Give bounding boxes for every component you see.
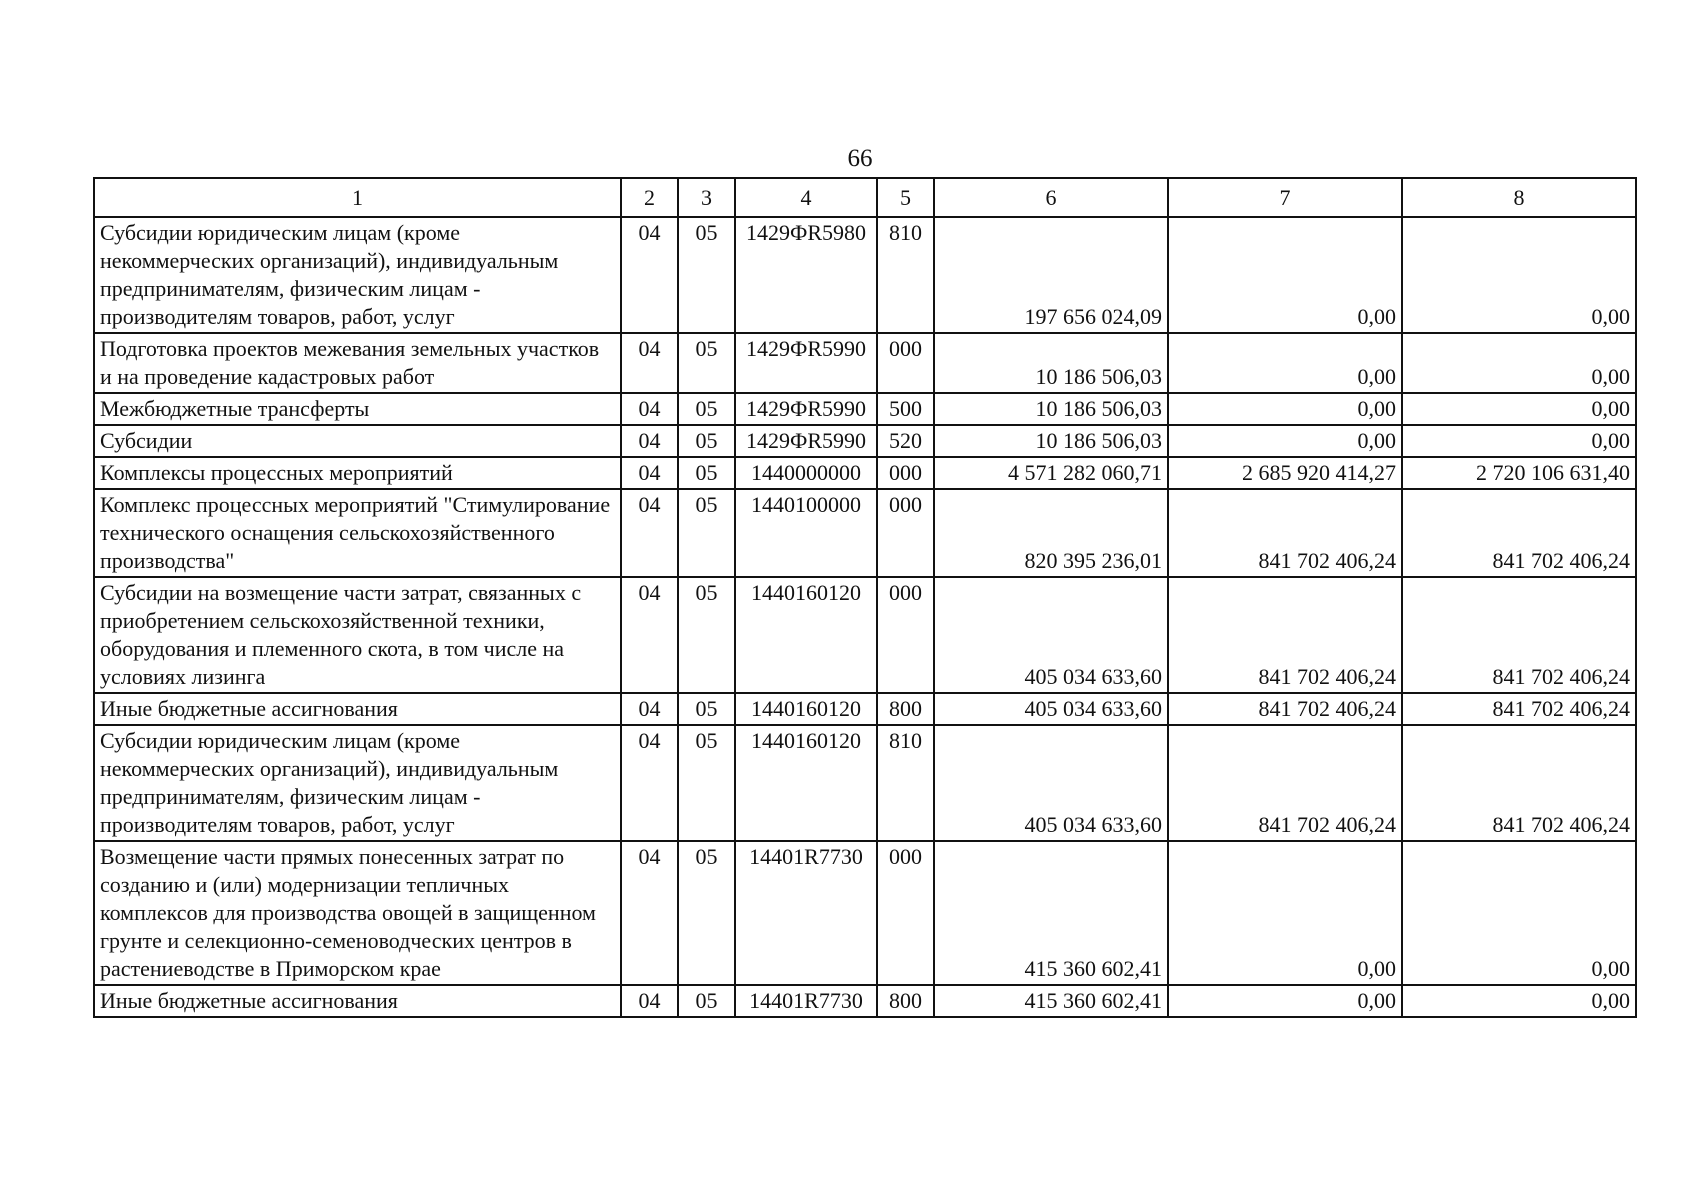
row-subsection: 05	[678, 841, 735, 985]
row-name: Субсидии	[94, 425, 621, 457]
table-row	[94, 985, 1636, 1017]
table-row	[94, 841, 1636, 985]
row-amount-7: 0,00	[1168, 985, 1402, 1017]
row-amount-6: 415 360 602,41	[934, 985, 1168, 1017]
row-amount-8: 0,00	[1402, 841, 1636, 985]
row-name: Субсидии юридическим лицам (кроме некоммерческих организаций), индивидуальным предпринимателям, физическим лицам - производителям товаров, работ, услуг	[94, 725, 621, 841]
table-row	[94, 457, 1636, 489]
table-row	[94, 333, 1636, 393]
row-amount-7: 841 702 406,24	[1168, 725, 1402, 841]
row-subsection: 05	[678, 577, 735, 693]
row-amount-7: 0,00	[1168, 841, 1402, 985]
row-amount-8: 841 702 406,24	[1402, 577, 1636, 693]
row-amount-6: 10 186 506,03	[934, 425, 1168, 457]
row-amount-6: 405 034 633,60	[934, 693, 1168, 725]
header-row	[94, 178, 1636, 217]
row-name: Субсидии юридическим лицам (кроме некоммерческих организаций), индивидуальным предпринимателям, физическим лицам - производителям товаров, работ, услуг	[94, 217, 621, 333]
row-subsection: 05	[678, 489, 735, 577]
row-target-code: 14401R7730	[735, 985, 877, 1017]
row-subsection: 05	[678, 393, 735, 425]
row-subsection: 05	[678, 217, 735, 333]
row-expense-type: 000	[877, 841, 934, 985]
row-amount-7: 841 702 406,24	[1168, 577, 1402, 693]
page-number: 66	[847, 145, 873, 172]
row-target-code: 1429ФR5990	[735, 333, 877, 393]
row-section: 04	[621, 985, 678, 1017]
row-section: 04	[621, 393, 678, 425]
row-amount-8: 0,00	[1402, 985, 1636, 1017]
row-expense-type: 000	[877, 333, 934, 393]
row-amount-6: 4 571 282 060,71	[934, 457, 1168, 489]
row-target-code: 1429ФR5990	[735, 425, 877, 457]
row-section: 04	[621, 489, 678, 577]
row-expense-type: 810	[877, 217, 934, 333]
row-expense-type: 810	[877, 725, 934, 841]
row-expense-type: 520	[877, 425, 934, 457]
row-section: 04	[621, 333, 678, 393]
row-amount-8: 2 720 106 631,40	[1402, 457, 1636, 489]
row-subsection: 05	[678, 333, 735, 393]
row-expense-type: 800	[877, 693, 934, 725]
row-amount-8: 841 702 406,24	[1402, 725, 1636, 841]
row-target-code: 1440000000	[735, 457, 877, 489]
row-expense-type: 000	[877, 577, 934, 693]
header-col-8: 8	[1402, 178, 1636, 217]
row-section: 04	[621, 693, 678, 725]
row-name: Комплекс процессных мероприятий "Стимулирование технического оснащения сельскохозяйственного производства"	[94, 489, 621, 577]
row-subsection: 05	[678, 985, 735, 1017]
row-amount-7: 0,00	[1168, 425, 1402, 457]
row-amount-8: 0,00	[1402, 425, 1636, 457]
row-expense-type: 000	[877, 489, 934, 577]
row-target-code: 1440160120	[735, 577, 877, 693]
table-row	[94, 693, 1636, 725]
row-section: 04	[621, 217, 678, 333]
row-subsection: 05	[678, 725, 735, 841]
row-expense-type: 500	[877, 393, 934, 425]
table-row	[94, 725, 1636, 841]
row-target-code: 1429ФR5980	[735, 217, 877, 333]
row-amount-6: 10 186 506,03	[934, 393, 1168, 425]
row-section: 04	[621, 577, 678, 693]
row-amount-8: 0,00	[1402, 217, 1636, 333]
row-section: 04	[621, 425, 678, 457]
row-amount-8: 841 702 406,24	[1402, 693, 1636, 725]
row-name: Иные бюджетные ассигнования	[94, 693, 621, 725]
table-row	[94, 577, 1636, 693]
row-subsection: 05	[678, 425, 735, 457]
header-col-6: 6	[934, 178, 1168, 217]
row-subsection: 05	[678, 693, 735, 725]
table-row	[94, 425, 1636, 457]
row-expense-type: 000	[877, 457, 934, 489]
row-amount-6: 820 395 236,01	[934, 489, 1168, 577]
row-target-code: 1429ФR5990	[735, 393, 877, 425]
row-amount-8: 0,00	[1402, 333, 1636, 393]
row-amount-6: 197 656 024,09	[934, 217, 1168, 333]
table-row	[94, 393, 1636, 425]
row-amount-7: 841 702 406,24	[1168, 489, 1402, 577]
header-col-4: 4	[735, 178, 877, 217]
row-name: Возмещение части прямых понесенных затрат по созданию и (или) модернизации тепличных комплексов для производства овощей в защищенном грунте и селекционно-семеноводческих центров в растениеводстве в Приморском крае	[94, 841, 621, 985]
row-target-code: 14401R7730	[735, 841, 877, 985]
row-subsection: 05	[678, 457, 735, 489]
row-amount-7: 0,00	[1168, 333, 1402, 393]
row-name: Межбюджетные трансферты	[94, 393, 621, 425]
row-name: Комплексы процессных мероприятий	[94, 457, 621, 489]
header-col-5: 5	[877, 178, 934, 217]
row-expense-type: 800	[877, 985, 934, 1017]
row-amount-8: 0,00	[1402, 393, 1636, 425]
row-amount-7: 0,00	[1168, 393, 1402, 425]
row-amount-7: 0,00	[1168, 217, 1402, 333]
row-amount-6: 405 034 633,60	[934, 725, 1168, 841]
table-body	[94, 217, 1636, 1017]
row-section: 04	[621, 841, 678, 985]
row-section: 04	[621, 457, 678, 489]
row-name: Иные бюджетные ассигнования	[94, 985, 621, 1017]
header-col-7: 7	[1168, 178, 1402, 217]
table-row	[94, 217, 1636, 333]
row-amount-7: 841 702 406,24	[1168, 693, 1402, 725]
row-amount-6: 405 034 633,60	[934, 577, 1168, 693]
header-col-1: 1	[94, 178, 621, 217]
table-row	[94, 489, 1636, 577]
header-col-3: 3	[678, 178, 735, 217]
row-amount-8: 841 702 406,24	[1402, 489, 1636, 577]
table-header	[94, 178, 1636, 217]
header-col-2: 2	[621, 178, 678, 217]
budget-table	[93, 177, 1637, 1018]
row-amount-6: 10 186 506,03	[934, 333, 1168, 393]
row-name: Подготовка проектов межевания земельных участков и на проведение кадастровых работ	[94, 333, 621, 393]
row-amount-6: 415 360 602,41	[934, 841, 1168, 985]
row-target-code: 1440160120	[735, 693, 877, 725]
row-target-code: 1440100000	[735, 489, 877, 577]
row-name: Субсидии на возмещение части затрат, связанных с приобретением сельскохозяйственной техники, оборудования и племенного скота, в том числе на условиях лизинга	[94, 577, 621, 693]
row-target-code: 1440160120	[735, 725, 877, 841]
row-section: 04	[621, 725, 678, 841]
row-amount-7: 2 685 920 414,27	[1168, 457, 1402, 489]
